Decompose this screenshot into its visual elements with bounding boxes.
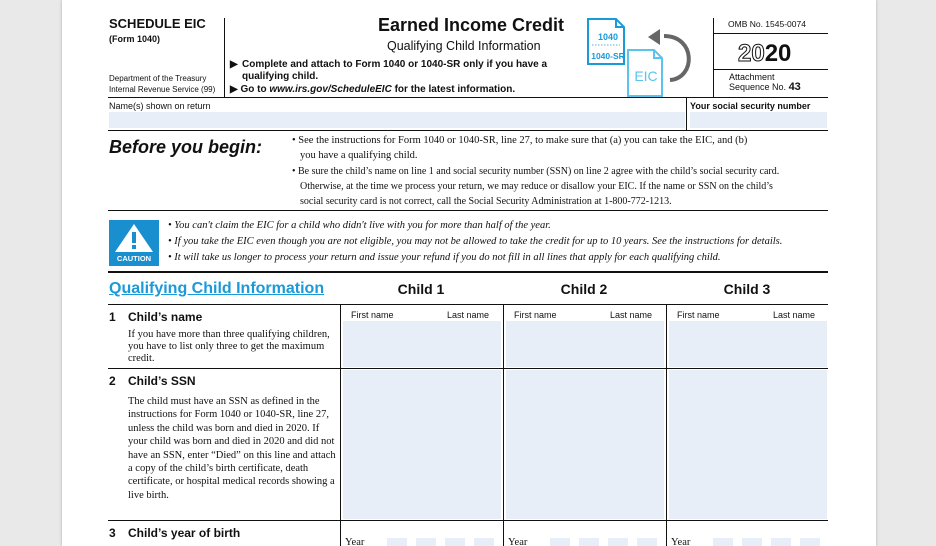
form-page	[62, 0, 876, 546]
before-bullet-2-line-2: Otherwise, at the time we process your return, we may reduce or disallow your EIC. If the name or SSN on the child’s	[300, 181, 773, 192]
child-2-year-digit[interactable]	[637, 538, 657, 546]
child-1-first-name-label: First name	[351, 310, 394, 320]
omb-number: OMB No. 1545-0074	[728, 19, 806, 29]
child-3-year-digit[interactable]	[713, 538, 733, 546]
dept-line-2: Internal Revenue Service (99)	[109, 85, 216, 94]
caution-line-1: • You can't claim the EIC for a child who didn't live with you for more than half of the year.	[168, 220, 551, 231]
ssn-divider	[686, 97, 687, 130]
line-1-number: 1	[109, 310, 116, 324]
qualifying-child-heading: Qualifying Child Information	[109, 280, 325, 297]
child-1-year-digit[interactable]	[445, 538, 465, 546]
child-1-year-label: Year	[345, 537, 365, 546]
logo-eic-label: EIC	[634, 68, 658, 84]
sequence-value: 43	[788, 81, 801, 93]
child-1-year-digit[interactable]	[387, 538, 407, 546]
column-divider-3	[666, 305, 667, 546]
instruction-website-suffix: for the latest information.	[391, 84, 516, 95]
instruction-website	[230, 84, 590, 95]
column-divider-2	[503, 305, 504, 546]
caution-rule	[108, 271, 828, 273]
child-2-name-field[interactable]	[506, 321, 664, 367]
instruction-attach-text: Complete and attach to Form 1040 or 1040-SR only if you have a qualifying child.	[242, 59, 548, 82]
subtitle: Qualifying Child Information	[387, 39, 541, 53]
child-1-name-field[interactable]	[343, 321, 501, 367]
child-1-last-name-label: Last name	[447, 310, 490, 320]
omb-rule	[714, 33, 828, 34]
tax-year	[738, 40, 791, 68]
arrow-right-icon: ▶	[230, 84, 238, 95]
child-3-year-digit[interactable]	[742, 538, 762, 546]
column-divider-1	[340, 305, 341, 546]
before-bullet-2-line-1: • Be sure the child’s name on line 1 and social security number (SSN) on line 2 agree with the child’s social security card.	[292, 166, 780, 177]
child-2-year-digit[interactable]	[550, 538, 570, 546]
child-2-first-name-label: First name	[514, 310, 557, 320]
child-3-year-digit[interactable]	[800, 538, 820, 546]
child-3-last-name-label: Last name	[773, 310, 816, 320]
dept-line-1: Department of the Treasury	[109, 74, 207, 83]
child-1-year-digit[interactable]	[474, 538, 494, 546]
ssn-field[interactable]	[690, 112, 827, 128]
sequence-number	[729, 81, 801, 93]
line-2-description: The child must have an SSN as defined in the instructions for Form 1040 or 1040-SR, line 27, unless the child was born and died in 2020. If your child was born and died in 2020 and did not have an SSN, enter “Died” on this line and attach a copy of the child’s birth certificate, death certificate, or hospital medical records showing a live birth.	[128, 396, 336, 501]
header-divider-left	[224, 18, 225, 97]
logo-1040sr-label: 1040-SR	[591, 51, 625, 61]
child-3-first-name-label: First name	[677, 310, 720, 320]
instruction-attach	[230, 59, 575, 83]
line-3-title: Child’s year of birth	[128, 526, 241, 540]
ssn-label: Your social security number	[690, 101, 811, 111]
child-1-ssn-field[interactable]	[343, 370, 501, 519]
child-3-year-label: Year	[671, 537, 691, 546]
column-child-2: Child 2	[560, 281, 608, 297]
child-2-ssn-field[interactable]	[506, 370, 664, 519]
before-begin-rule	[108, 210, 828, 211]
header-bottom-rule	[108, 97, 828, 98]
child-2-last-name-label: Last name	[610, 310, 653, 320]
line-2-title: Child’s SSN	[128, 374, 196, 388]
child-3-year-digit[interactable]	[771, 538, 791, 546]
sequence-label: Sequence No.	[729, 82, 787, 92]
irs-link[interactable]: www.irs.gov/ScheduleEIC	[269, 84, 392, 95]
child-3-name-field[interactable]	[669, 321, 827, 367]
child-3-year-boxes[interactable]	[713, 538, 825, 546]
main-title: Earned Income Credit	[378, 15, 565, 35]
caution-line-3: • It will take us longer to process your return and issue your refund if you do not fill in all lines that apply for each qualifying child.	[168, 252, 721, 263]
line-1-rule	[108, 368, 828, 369]
tax-year-outline: 20	[738, 40, 765, 67]
year-rule	[714, 69, 828, 70]
child-1-year-digit[interactable]	[416, 538, 436, 546]
instruction-website-text: Go to	[240, 84, 270, 95]
attachment-label: Attachment	[729, 72, 775, 82]
before-bullet-2-line-3: social security card is not correct, call the Social Security Administration at 1-800-772-1213.	[300, 196, 672, 207]
table-header-rule	[108, 304, 828, 305]
name-field[interactable]	[109, 112, 685, 128]
header-divider-right	[713, 18, 714, 97]
line-3-number: 3	[109, 526, 116, 540]
caution-badge	[109, 220, 159, 266]
column-child-3: Child 3	[723, 281, 771, 297]
child-1-year-boxes[interactable]	[387, 538, 499, 546]
line-1-title: Child’s name	[128, 310, 203, 324]
child-2-year-boxes[interactable]	[550, 538, 662, 546]
line-1-description: If you have more than three qualifying children, you have to list only three to get the maximum credit.	[128, 329, 330, 364]
arrow-right-icon: ▶	[230, 59, 238, 70]
line-2-rule	[108, 520, 828, 521]
child-2-year-label: Year	[508, 537, 528, 546]
before-bullet-1-line-2: you have a qualifying child.	[300, 150, 418, 161]
child-2-year-digit[interactable]	[579, 538, 599, 546]
eic-logo	[584, 16, 702, 98]
schedule-title: SCHEDULE EIC	[109, 16, 206, 31]
child-3-ssn-field[interactable]	[669, 370, 827, 519]
name-label: Name(s) shown on return	[109, 101, 211, 111]
logo-1040-label: 1040	[597, 32, 619, 42]
name-row-rule	[108, 130, 828, 131]
warning-triangle-icon	[109, 220, 159, 254]
tax-year-solid: 20	[764, 40, 792, 67]
before-bullet-1-line-1: • See the instructions for Form 1040 or 1040-SR, line 27, to make sure that (a) you can take the EIC, and (b)	[292, 135, 748, 146]
caution-line-2: • If you take the EIC even though you are not eligible, you may not be allowed to take the credit for up to 10 years. See the instructions for details.	[168, 236, 783, 247]
line-2-number: 2	[109, 374, 116, 388]
caution-label: CAUTION	[116, 254, 152, 263]
before-begin-heading: Before you begin:	[109, 137, 263, 157]
column-child-1: Child 1	[397, 281, 445, 297]
form-reference: (Form 1040)	[109, 34, 161, 44]
child-2-year-digit[interactable]	[608, 538, 628, 546]
